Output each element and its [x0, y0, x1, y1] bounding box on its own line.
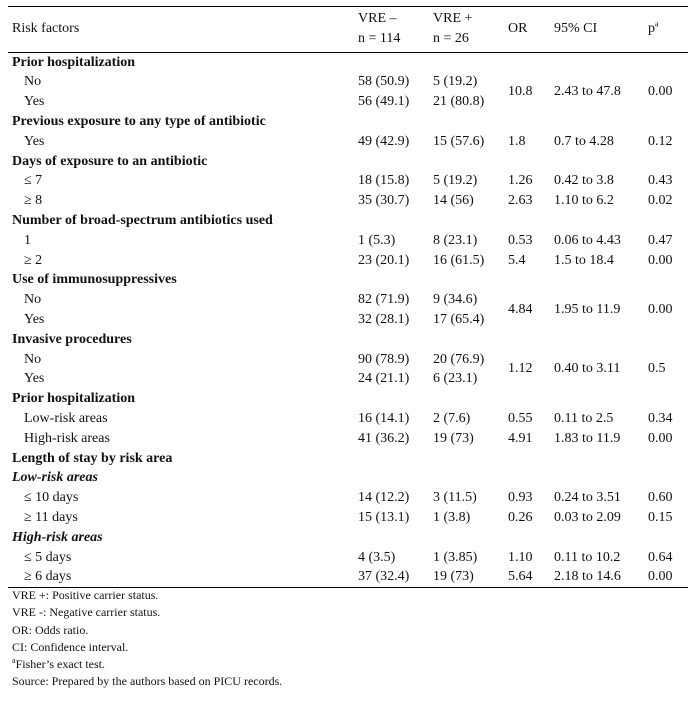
- table-row: ≤ 10 days 14 (12.2) 3 (11.5) 0.93 0.24 to 3.51 0.60: [24, 490, 673, 506]
- header-p-value: $p^a$: [644, 7, 688, 53]
- table-row: ≤ 7 18 (15.8) 5 (19.2) 1.26 0.42 to 3.8 0.43: [24, 173, 673, 189]
- table-row: ≤ 5 days 4 (3.5) 1 (3.85) 1.10 0.11 to 10.2 0.64: [24, 549, 673, 565]
- footnote-confidence-interval: CI: Confidence interval.: [12, 639, 129, 654]
- table-row: High-risk areas 41 (36.2) 19 (73) 4.91 1.83 to 11.9 0.00: [24, 430, 673, 446]
- table-row: Low-risk areas 16 (14.1) 2 (7.6) 0.55 0.11 to 2.5 0.34: [24, 410, 673, 426]
- footnote-vre-negative: VRE -: Negative carrier status.: [12, 605, 161, 620]
- table-footnotes: [12, 587, 282, 691]
- footnote-source: Source: Prepared by the authors based on PICU records.: [12, 674, 283, 689]
- table-row: ≥ 8 35 (30.7) 14 (56) 2.63 1.10 to 6.2 0.02: [24, 193, 673, 209]
- footnote-odds-ratio: OR: Odds ratio.: [12, 622, 89, 637]
- section-header: Prior hospitalization: [12, 54, 136, 70]
- subsection-header: High-risk areas: [12, 529, 103, 545]
- subsection-header: Low-risk areas: [12, 470, 98, 486]
- table-row: ≥ 6 days 37 (32.4) 19 (73) 5.64 2.18 to 14.6 0.00: [8, 567, 688, 587]
- risk-factors-table: [8, 6, 688, 588]
- table-header: [8, 7, 688, 53]
- table-row: Yes 56 (49.1) 21 (80.8): [24, 94, 485, 110]
- table-row: No 90 (78.9) 20 (76.9) 1.12 0.40 to 3.11 0.5: [24, 351, 666, 377]
- table-row: Yes 49 (42.9) 15 (57.6) 1.8 0.7 to 4.28 0.12: [24, 133, 673, 149]
- section-header: Previous exposure to any type of antibiotic: [12, 113, 266, 129]
- header-odds-ratio: OR: [504, 7, 550, 53]
- section-header: Length of stay by risk area: [12, 450, 173, 466]
- section-header: Days of exposure to an antibiotic: [12, 153, 208, 169]
- header-vre-negative: VRE – n = 114: [354, 7, 429, 53]
- table-row: No 58 (50.9) 5 (19.2) 10.8 2.43 to 47.8 0.00: [24, 74, 673, 100]
- footnote-fisher: $^a$Fisher’s exact test.: [12, 656, 105, 672]
- table-row: Yes 32 (28.1) 17 (65.4): [24, 311, 485, 327]
- table-row: ≥ 11 days 15 (13.1) 1 (3.8) 0.26 0.03 to 2.09 0.15: [24, 509, 673, 525]
- table-row: 1 1 (5.3) 8 (23.1) 0.53 0.06 to 4.43 0.47: [24, 232, 673, 248]
- table-row: No 82 (71.9) 9 (34.6) 4.84 1.95 to 11.9 0.00: [24, 292, 673, 318]
- section-header: Invasive procedures: [12, 331, 132, 347]
- footnote-vre-positive: VRE +: Positive carrier status.: [12, 588, 159, 602]
- header-risk-factors: Risk factors: [8, 7, 354, 53]
- section-header: Number of broad-spectrum antibiotics used: [12, 212, 273, 228]
- section-header: Prior hospitalization: [12, 391, 136, 407]
- table-row: ≥ 2 23 (20.1) 16 (61.5) 5.4 1.5 to 18.4 0.00: [24, 252, 673, 268]
- section-header: Use of immunosuppressives: [12, 272, 177, 288]
- header-vre-positive: VRE + n = 26: [429, 7, 504, 53]
- header-confidence-interval: 95% CI: [550, 7, 644, 53]
- table-body: [8, 52, 688, 588]
- table-row: Yes 24 (21.1) 6 (23.1): [24, 371, 478, 387]
